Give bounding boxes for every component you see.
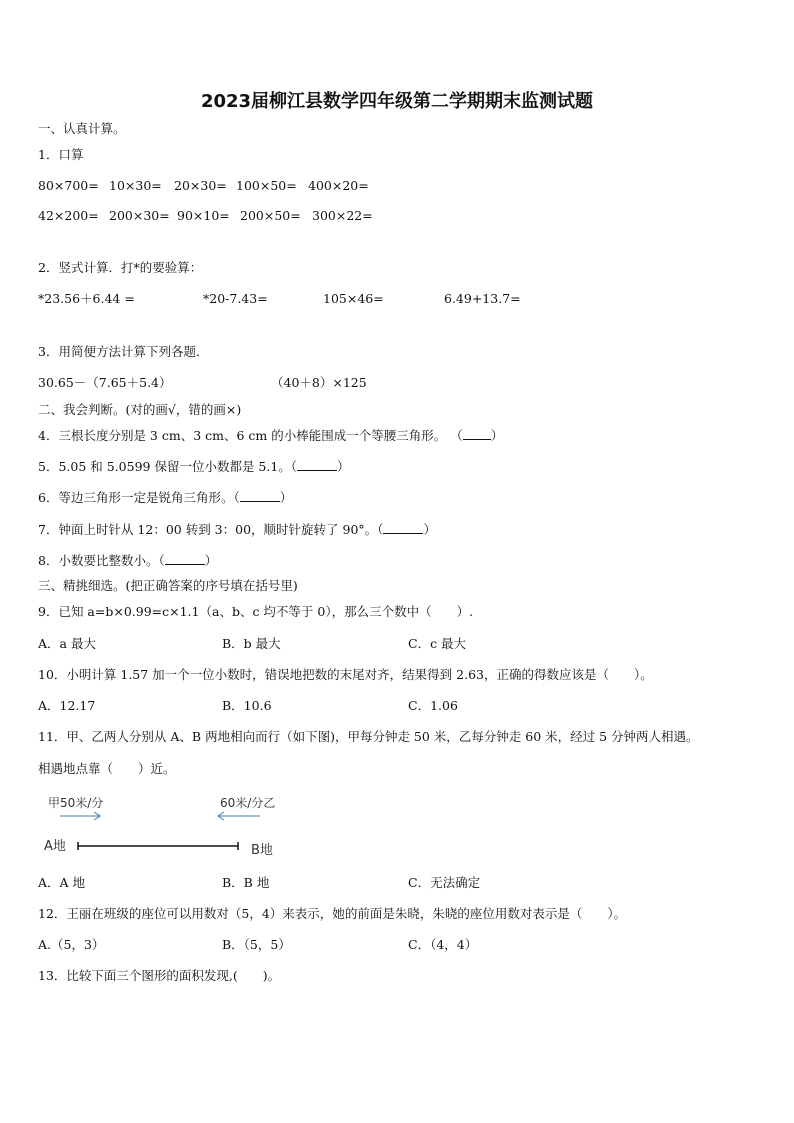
- question-1-heading: 1．口算: [38, 147, 84, 162]
- page-title: 2023届柳江县数学四年级第二学期期末监测试题: [200, 91, 594, 112]
- right-arrow-icon: [60, 812, 100, 820]
- option-c[interactable]: C．c 最大: [408, 636, 467, 651]
- question-10-stem: 10．小明计算 1.57 加一个一位小数时，错误地把数的末尾对齐，结果得到 2.63，正确的得数应该是（ ）。: [38, 667, 653, 682]
- simplify-item: （40＋8）×125: [271, 375, 367, 390]
- question-text: 8．小数要比整数小。（: [38, 553, 165, 568]
- judge-question-8: [38, 552, 217, 569]
- section-heading-3: 三、精挑细选。(把正确答案的序号填在括号里): [38, 578, 298, 593]
- answer-blank[interactable]: [383, 521, 423, 534]
- section-heading-1: 一、认真计算。: [38, 121, 126, 136]
- closing-paren: ）: [279, 490, 293, 505]
- judge-question-5: [38, 458, 350, 475]
- option-a[interactable]: A．A 地: [38, 875, 86, 890]
- calc-item: 200×30=: [109, 208, 170, 223]
- point-a-label: A地: [44, 839, 66, 854]
- judge-question-7: [38, 521, 436, 538]
- calc-item: 20×30=: [174, 178, 227, 193]
- calc-item: 200×50=: [240, 208, 301, 223]
- judge-question-4: [38, 427, 503, 444]
- option-c[interactable]: C．（4，4）: [408, 937, 478, 952]
- option-a[interactable]: A．a 最大: [38, 636, 96, 651]
- option-b[interactable]: B．（5，5）: [222, 937, 291, 952]
- question-12-stem: 12．王丽在班级的座位可以用数对（5，4）来表示，她的前面是朱晓，朱晓的座位用数对表示是（ ）。: [38, 906, 627, 921]
- simplify-item: 30.65－（7.65＋5.4）: [38, 375, 172, 390]
- question-13-stem: 13．比较下面三个图形的面积发现,( )。: [38, 968, 281, 983]
- closing-paren: ）: [490, 428, 504, 443]
- point-b-label: B地: [251, 843, 273, 858]
- closing-paren: ）: [204, 553, 218, 568]
- question-9-stem: 9．已知 a=b×0.99=c×1.1（a、b、c 均不等于 0），那么三个数中（ ）.: [38, 604, 474, 619]
- option-c[interactable]: C．无法确定: [408, 875, 481, 890]
- option-b[interactable]: B．b 最大: [222, 636, 281, 651]
- calc-item: 90×10=: [177, 208, 230, 223]
- closing-paren: ）: [337, 459, 350, 474]
- answer-blank[interactable]: [240, 489, 280, 502]
- vertical-calc-item: 6.49+13.7=: [444, 291, 521, 306]
- option-b[interactable]: B．B 地: [222, 875, 270, 890]
- calc-item: 300×22=: [312, 208, 373, 223]
- answer-blank[interactable]: [463, 427, 491, 440]
- meeting-diagram: [38, 788, 298, 866]
- person-a-speed-label: 甲50米/分: [48, 796, 104, 810]
- answer-blank[interactable]: [165, 552, 205, 565]
- section-heading-2: 二、我会判断。(对的画√，错的画×): [38, 402, 242, 417]
- vertical-calc-item: 105×46=: [323, 291, 384, 306]
- vertical-calc-item: *23.56＋6.44 =: [38, 291, 135, 306]
- vertical-calc-item: *20-7.43=: [203, 291, 268, 306]
- question-text: 5．5.05 和 5.0599 保留一位小数都是 5.1。（: [38, 459, 298, 474]
- left-arrow-icon: [218, 812, 260, 820]
- closing-paren: ）: [423, 522, 436, 537]
- option-a[interactable]: A.（5，3）: [38, 937, 105, 952]
- calc-item: 80×700=: [38, 178, 99, 193]
- option-b[interactable]: B．10.6: [222, 698, 272, 713]
- distance-segment: [78, 842, 238, 850]
- person-b-speed-label: 60米/分乙: [220, 796, 276, 810]
- question-11-stem: 11．甲、乙两人分别从 A、B 两地相向而行（如下图)，甲每分钟走 50 米，乙每分钟走 60 米，经过 5 分钟两人相遇。: [38, 729, 699, 744]
- question-text: 4．三根长度分别是 3 cm、3 cm、6 cm 的小棒能围成一个等腰三角形。 （: [38, 428, 463, 443]
- option-c[interactable]: C．1.06: [408, 698, 458, 713]
- question-11-stem-cont: 相遇地点靠（ ）近。: [38, 761, 176, 776]
- question-text: 7．钟面上时针从 12：00 转到 3：00，顺时针旋转了 90°。（: [38, 522, 384, 537]
- calc-item: 400×20=: [308, 178, 369, 193]
- question-3-heading: 3．用简便方法计算下列各题．: [38, 344, 209, 359]
- question-text: 6．等边三角形一定是锐角三角形。（: [38, 490, 240, 505]
- calc-item: 10×30=: [109, 178, 162, 193]
- question-2-heading: 2．竖式计算．打*的要验算：: [38, 260, 203, 275]
- option-a[interactable]: A．12.17: [38, 698, 96, 713]
- calc-item: 42×200=: [38, 208, 99, 223]
- calc-item: 100×50=: [236, 178, 297, 193]
- judge-question-6: [38, 489, 292, 506]
- answer-blank[interactable]: [297, 458, 337, 471]
